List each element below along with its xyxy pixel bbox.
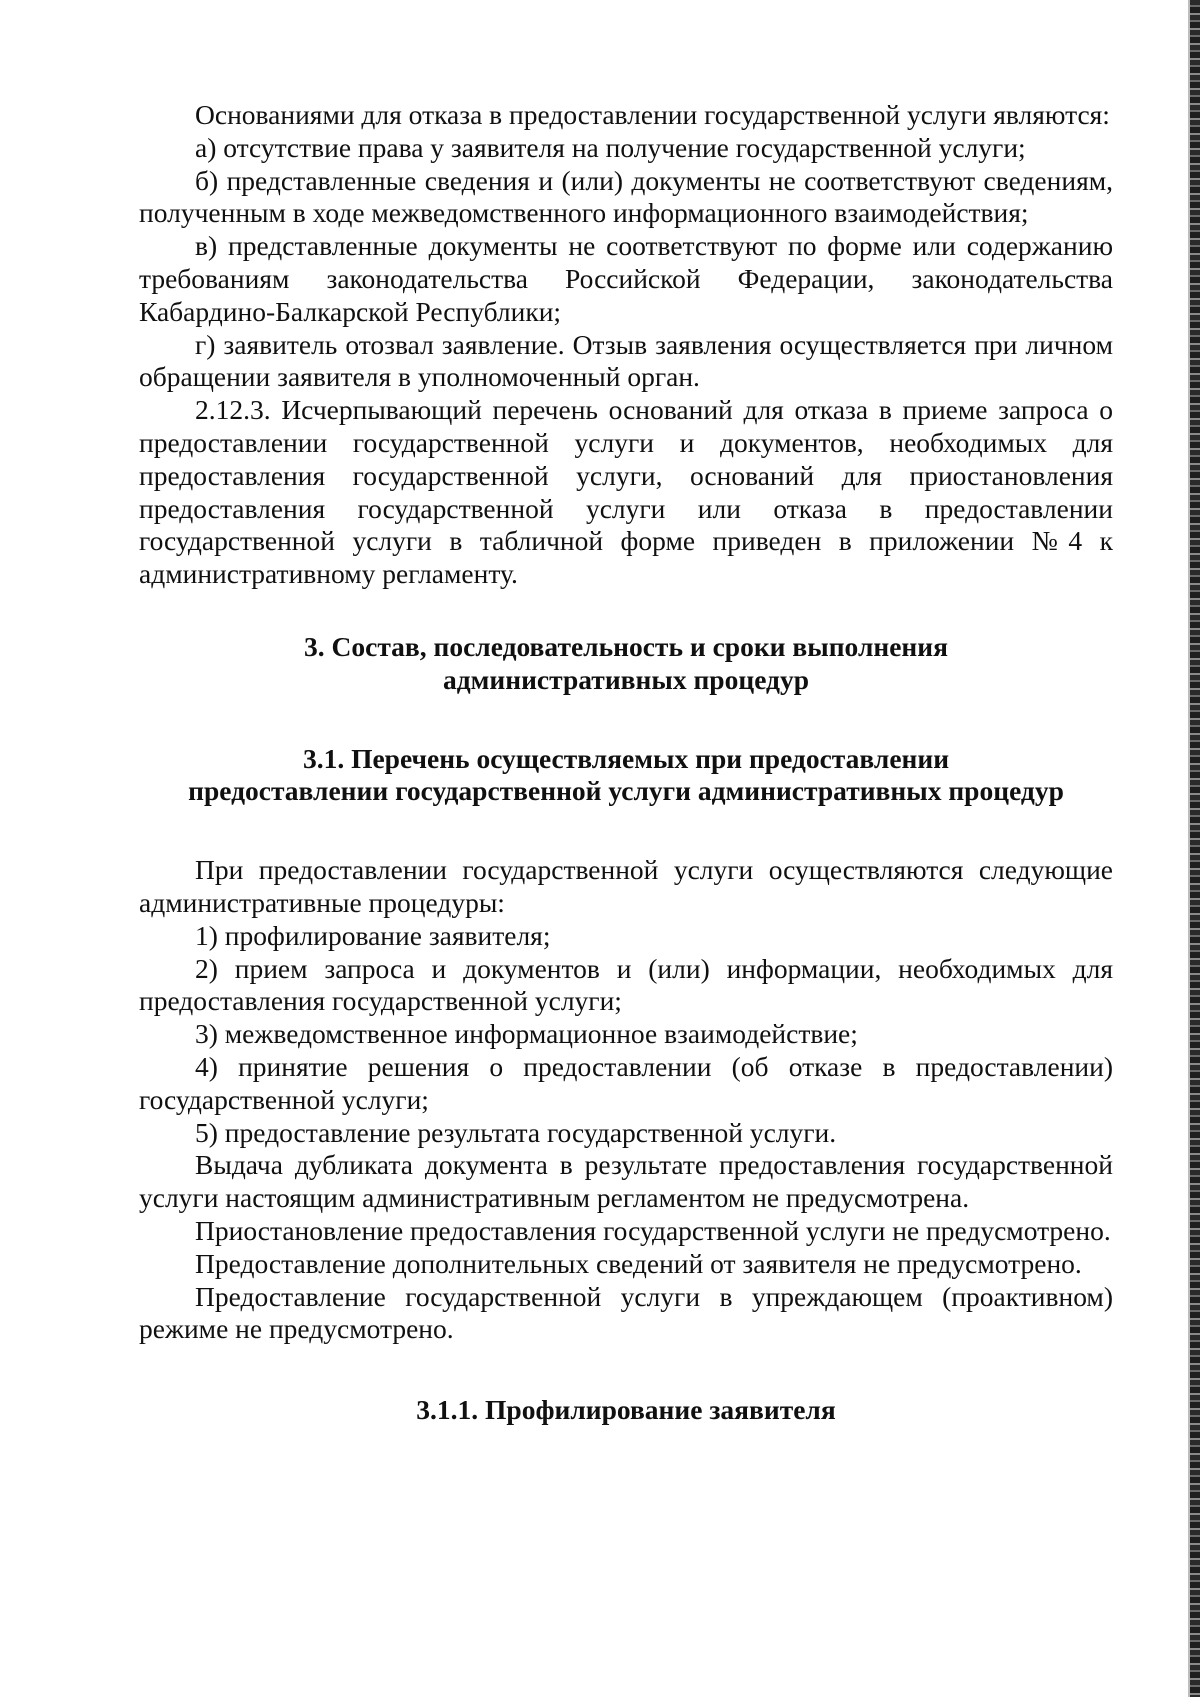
paragraph-suspension: Приостановление предоставления государственной услуги не предусмотрено. [195, 1214, 1111, 1246]
section-3-title-line2: административных процедур [443, 663, 809, 695]
paragraph-refusal-grounds-intro: Основаниями для отказа в предоставлении государственной услуги являются: [195, 99, 1110, 130]
paragraph-item-g: г) заявитель отозвал заявление. Отзыв заявления осуществляется при личном обращении заявителя в уполномоченный орган. [139, 328, 1113, 393]
spacer [139, 808, 1113, 854]
paragraph-procedure-4: 4) принятие решения о предоставлении (об отказе в предоставлении) государственной услуги; [139, 1050, 1113, 1115]
section-3-1-title-line1: 3.1. Перечень осуществляемых при предоставлении [302, 742, 950, 774]
section-3-1-title-line2: предоставлении государственной услуги административных процедур [188, 775, 1064, 807]
spacer [139, 1346, 1113, 1394]
paragraph-procedure-2: 2) прием запроса и документов и (или) информации, необходимых для предоставления государственной услуги; [139, 952, 1113, 1017]
section-3-1-1-title: 3.1.1. Профилирование заявителя [416, 1394, 836, 1426]
spacer [139, 591, 1113, 631]
paragraph-duplicate: Выдача дубликата документа в результате предоставления государственной услуги настоящим административным регламентом не предусмотрена. [139, 1149, 1113, 1214]
document-body [139, 99, 1113, 1427]
paragraph-procedures-intro: При предоставлении государственной услуги осуществляются следующие административные процедуры: [139, 854, 1113, 918]
paragraph-proactive: Предоставление государственной услуги в упреждающем (проактивном) режиме не предусмотрено. [139, 1280, 1113, 1345]
paragraph-procedure-5: 5) предоставление результата государственной услуги. [195, 1116, 837, 1148]
spacer [139, 697, 1113, 743]
section-3-title-line1: 3. Состав, последовательность и сроки выполнения [304, 630, 948, 662]
section-3-1-heading [139, 743, 1113, 809]
scan-edge [1190, 0, 1200, 1697]
paragraph-item-b: б) представленные сведения и (или) документы не соответствуют сведениям, полученным в ходе межведомственного информационного взаимодействия; [139, 164, 1113, 229]
paragraph-procedure-3: 3) межведомственное информационное взаимодействие; [195, 1018, 858, 1050]
paragraph-item-a: а) отсутствие права у заявителя на получение государственной услуги; [195, 131, 1026, 163]
paragraph-item-v: в) представленные документы не соответствуют по форме или содержанию требованиям законодательства Российской Федерации, законодательства Кабардино-Балкарской Республики; [139, 230, 1113, 327]
section-3-heading [139, 631, 1113, 697]
paragraph-procedure-1: 1) профилирование заявителя; [195, 919, 551, 951]
paragraph-additional-info: Предоставление дополнительных сведений от заявителя не предусмотрено. [195, 1247, 1082, 1279]
paragraph-clause-2-12-3: 2.12.3. Исчерпывающий перечень оснований для отказа в приеме запроса о предоставлении государственной услуги и документов, необходимых для предоставления государственной услуги, оснований для приостановления предоставления государственной услуги или отказа в предоставлении государственной услуги в табличной форме приведен в приложении №4 к административному регламенту. [139, 394, 1113, 590]
